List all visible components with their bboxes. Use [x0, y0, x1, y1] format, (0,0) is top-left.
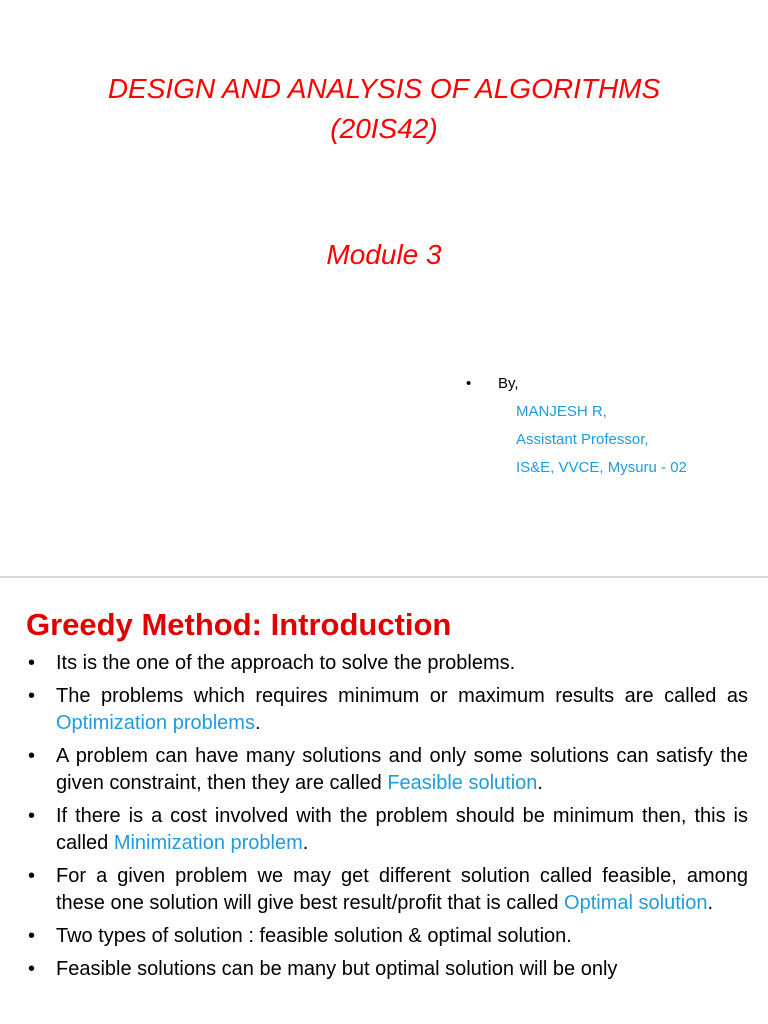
bullet-icon: • — [28, 865, 36, 887]
list-item — [28, 743, 748, 797]
list-item-text: Feasible solutions can be many but optimal solution will be only — [56, 958, 618, 980]
list-item-text: The problems which requires minimum or maximum results are called as — [56, 685, 748, 707]
slide-heading: Greedy Method: Introduction — [26, 607, 452, 642]
list-item — [28, 683, 748, 737]
bullet-icon: • — [28, 745, 36, 767]
bullet-icon: • — [28, 652, 36, 674]
bullet-list — [28, 650, 748, 989]
term-highlight: Feasible solution — [387, 772, 538, 794]
content-slide — [0, 578, 768, 1024]
author-department: IS&E, VVCE, Mysuru - 02 — [516, 459, 687, 476]
course-title: DESIGN AND ANALYSIS OF ALGORITHMS — [107, 73, 661, 104]
list-item — [28, 803, 748, 857]
list-item-text: Its is the one of the approach to solve the problems. — [56, 652, 516, 674]
list-item-end: . — [537, 772, 543, 794]
author-name: MANJESH R, — [516, 403, 607, 420]
list-item-end: . — [707, 892, 714, 914]
term-highlight: Minimization problem — [113, 832, 303, 854]
bullet-icon: • — [28, 685, 36, 707]
list-item-text: If there is a cost involved with the problem should be minimum then, this is called — [56, 805, 748, 854]
by-label: By, — [498, 375, 519, 392]
list-item-text: For a given problem we may get different solution called feasible, among these one solution will give best result/profit that is called — [56, 865, 748, 914]
list-item — [28, 863, 748, 917]
bullet-icon: • — [466, 375, 472, 392]
list-item — [28, 956, 748, 983]
list-item — [28, 923, 748, 950]
author-title: Assistant Professor, — [516, 431, 649, 448]
list-item-text: A problem can have many solutions and only some solutions can satisfy the given constraint, then they are called — [56, 745, 748, 794]
bullet-icon: • — [28, 958, 36, 980]
course-code: (20IS42) — [330, 113, 438, 144]
bullet-icon: • — [28, 805, 36, 827]
bullet-icon: • — [28, 925, 36, 947]
list-item-end: . — [254, 712, 261, 734]
list-item — [28, 650, 748, 677]
module-title: Module 3 — [326, 239, 442, 270]
list-item-text: Two types of solution : feasible solution & optimal solution. — [56, 925, 572, 947]
term-highlight: Optimization problems — [56, 712, 255, 734]
list-item-end: . — [302, 832, 309, 854]
term-highlight: Optimal solution — [564, 892, 708, 914]
